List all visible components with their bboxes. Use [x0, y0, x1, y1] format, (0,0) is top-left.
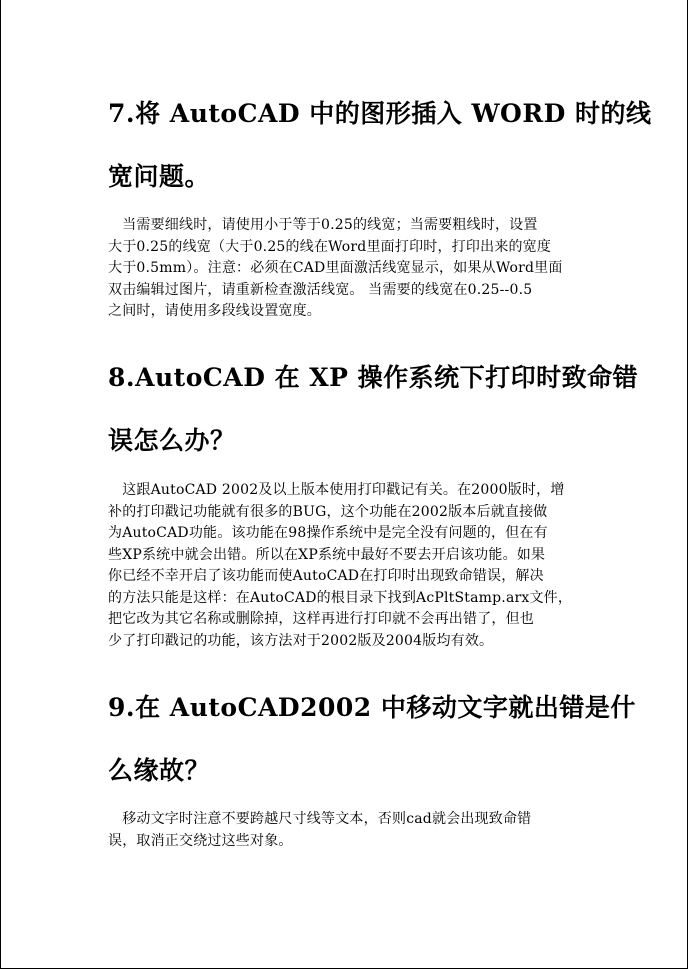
body-line: 误，取消正交绕过这些对象。 [108, 832, 293, 849]
heading-line: 么缘故？ [108, 756, 211, 785]
body-line: 大于0.25的线宽（大于0.25的线在Word里面打印时，打印出来的宽度 [108, 238, 552, 255]
body-line: 之间时，请使用多段线设置宽度。 [108, 303, 321, 319]
body-line: 你已经不幸开启了该功能而使AutoCAD在打印时出现致命错误，解决 [108, 568, 544, 584]
heading-line: 7.将 AutoCAD 中的图形插入 WORD 时的线 [108, 99, 652, 128]
section-7-body [108, 215, 586, 323]
section-7-heading [108, 86, 652, 205]
body-line: 移动文字时注意不要跨越尺寸线等文本，否则cad就会出现致命错 [108, 811, 532, 827]
body-line: 大于0.5mm）。注意：必须在CAD里面激活线宽显示，如果从Word里面 [108, 260, 563, 276]
section-8-heading [108, 350, 639, 469]
section-9-heading [108, 680, 636, 799]
body-line: 双击编辑过图片，请重新检查激活线宽。 当需要的线宽在0.25--0.5 [108, 281, 533, 298]
body-line: 补的打印戳记功能就有很多的BUG，这个功能在2002版本后就直接做 [108, 503, 548, 520]
heading-line: 误怎么办？ [108, 426, 236, 455]
heading-line: 宽问题。 [108, 162, 211, 191]
body-line: 的方法只能是这样：在AutoCAD的根目录下找到AcPltStamp.arx文件， [108, 589, 573, 606]
section-8-body [108, 480, 586, 652]
body-line: 为AutoCAD功能。该功能在98操作系统中是完全没有问题的，但在有 [108, 525, 548, 541]
heading-line: 8.AutoCAD 在 XP 操作系统下打印时致命错 [108, 363, 639, 392]
body-line: 把它改为其它名称或删除掉，这样再进行打印就不会再出错了，但也 [108, 611, 534, 627]
body-line: 当需要细线时，请使用小于等于0.25的线宽；当需要粗线时，设置 [108, 217, 538, 233]
body-line: 这跟AutoCAD 2002及以上版本使用打印戳记有关。在2000版时，增 [108, 482, 565, 498]
section-9-body [108, 809, 586, 852]
body-line: 些XP系统中就会出错。所以在XP系统中最好不要去开启该功能。如果 [108, 546, 546, 563]
heading-line: 9.在 AutoCAD2002 中移动文字就出错是什 [108, 693, 636, 722]
body-line: 少了打印戳记的功能，该方法对于2002版及2004版均有效。 [108, 632, 494, 649]
